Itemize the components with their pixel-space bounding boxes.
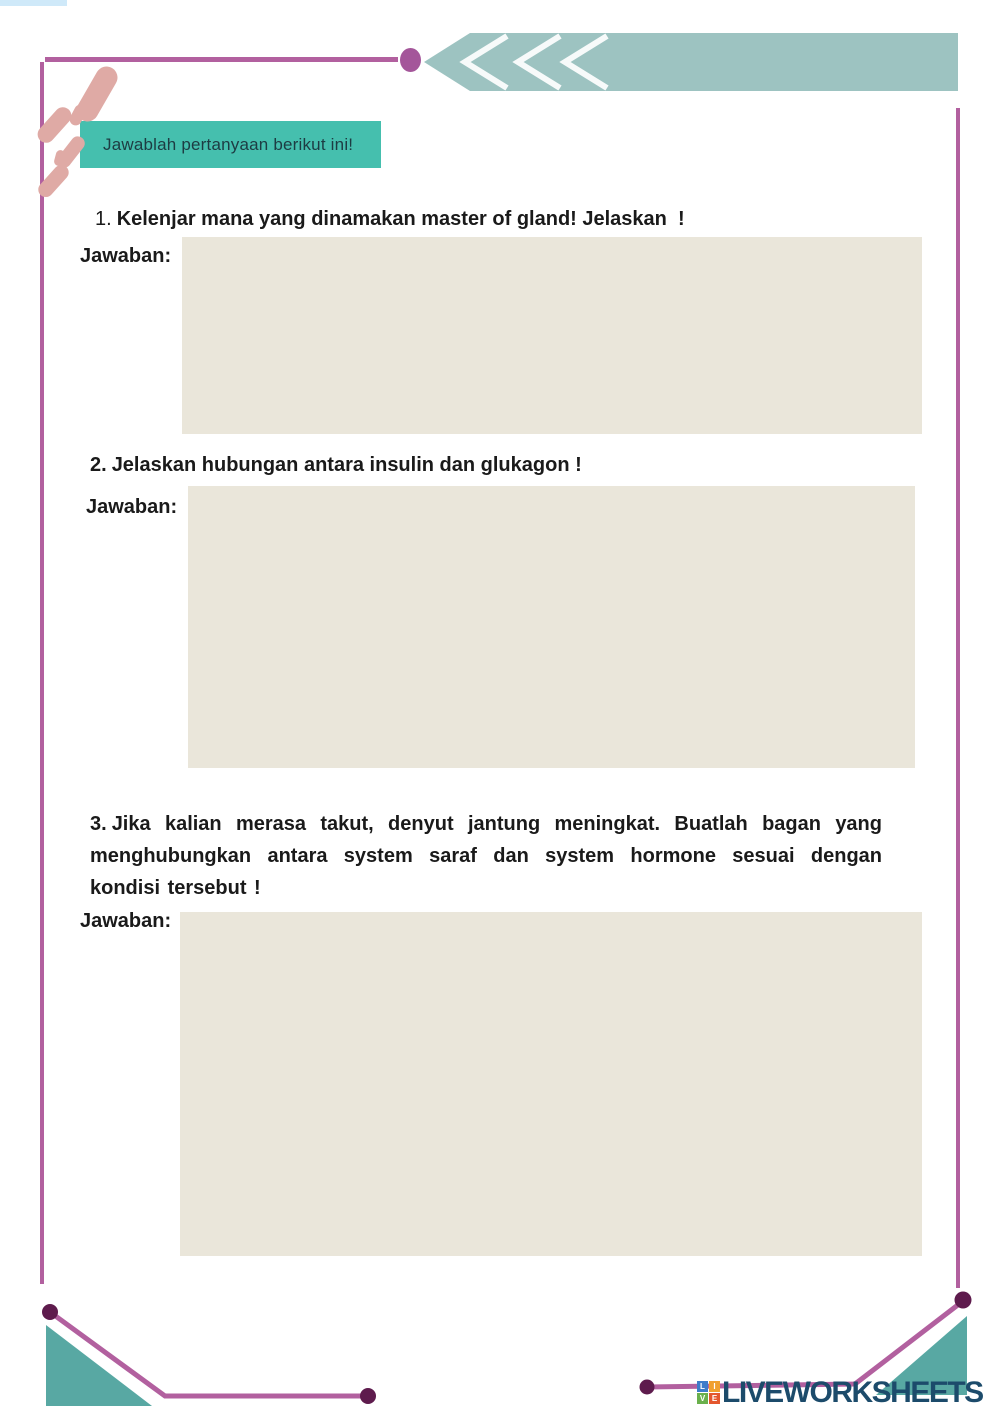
instruction-badge [80, 121, 381, 168]
answer-box-1[interactable] [182, 237, 922, 434]
top-rule-dot [400, 48, 421, 72]
question-1-text: Kelenjar mana yang dinamakan master of gland! Jelaskan ! [116, 208, 685, 230]
liveworksheets-logo-icon [697, 1381, 720, 1404]
logo-letter-l: L [697, 1381, 708, 1392]
chevron-banner-decoration [424, 33, 958, 91]
answer-label-3: Jawaban: [80, 910, 172, 932]
question-3-number: 3. [90, 813, 107, 835]
answer-label-2: Jawaban: [86, 496, 178, 518]
question-3-text: Jika kalian merasa takut, denyut jantung meningkat. Buatlah bagan yang menghubungkan antara system saraf dan system hormone sesuai dengan kondisi tersebut ! [90, 813, 882, 899]
question-2-text: Jelaskan hubungan antara insulin dan glukagon ! [111, 454, 582, 476]
question-1 [95, 206, 915, 232]
question-3 [90, 808, 882, 904]
instruction-badge-label: Jawablah pertanyaan berikut ini! [103, 134, 354, 154]
right-border-line [956, 108, 960, 1288]
question-2 [90, 452, 910, 478]
liveworksheets-logo[interactable] [697, 1377, 983, 1409]
question-2-number: 2. [90, 454, 107, 476]
logo-letter-e: E [709, 1393, 720, 1404]
top-left-blue-strip [0, 0, 67, 6]
question-1-number: 1. [95, 208, 112, 230]
logo-letter-i: I [709, 1381, 720, 1392]
answer-box-3[interactable] [180, 912, 922, 1256]
bottom-left-corner-decoration [30, 1295, 420, 1414]
left-border-line [40, 62, 44, 1284]
brand-name: LIVEWORKSHEETS [722, 1376, 983, 1409]
logo-letter-v: V [697, 1393, 708, 1404]
top-rule-line [45, 57, 398, 62]
answer-box-2[interactable] [188, 486, 915, 768]
answer-label-1: Jawaban: [80, 245, 172, 267]
